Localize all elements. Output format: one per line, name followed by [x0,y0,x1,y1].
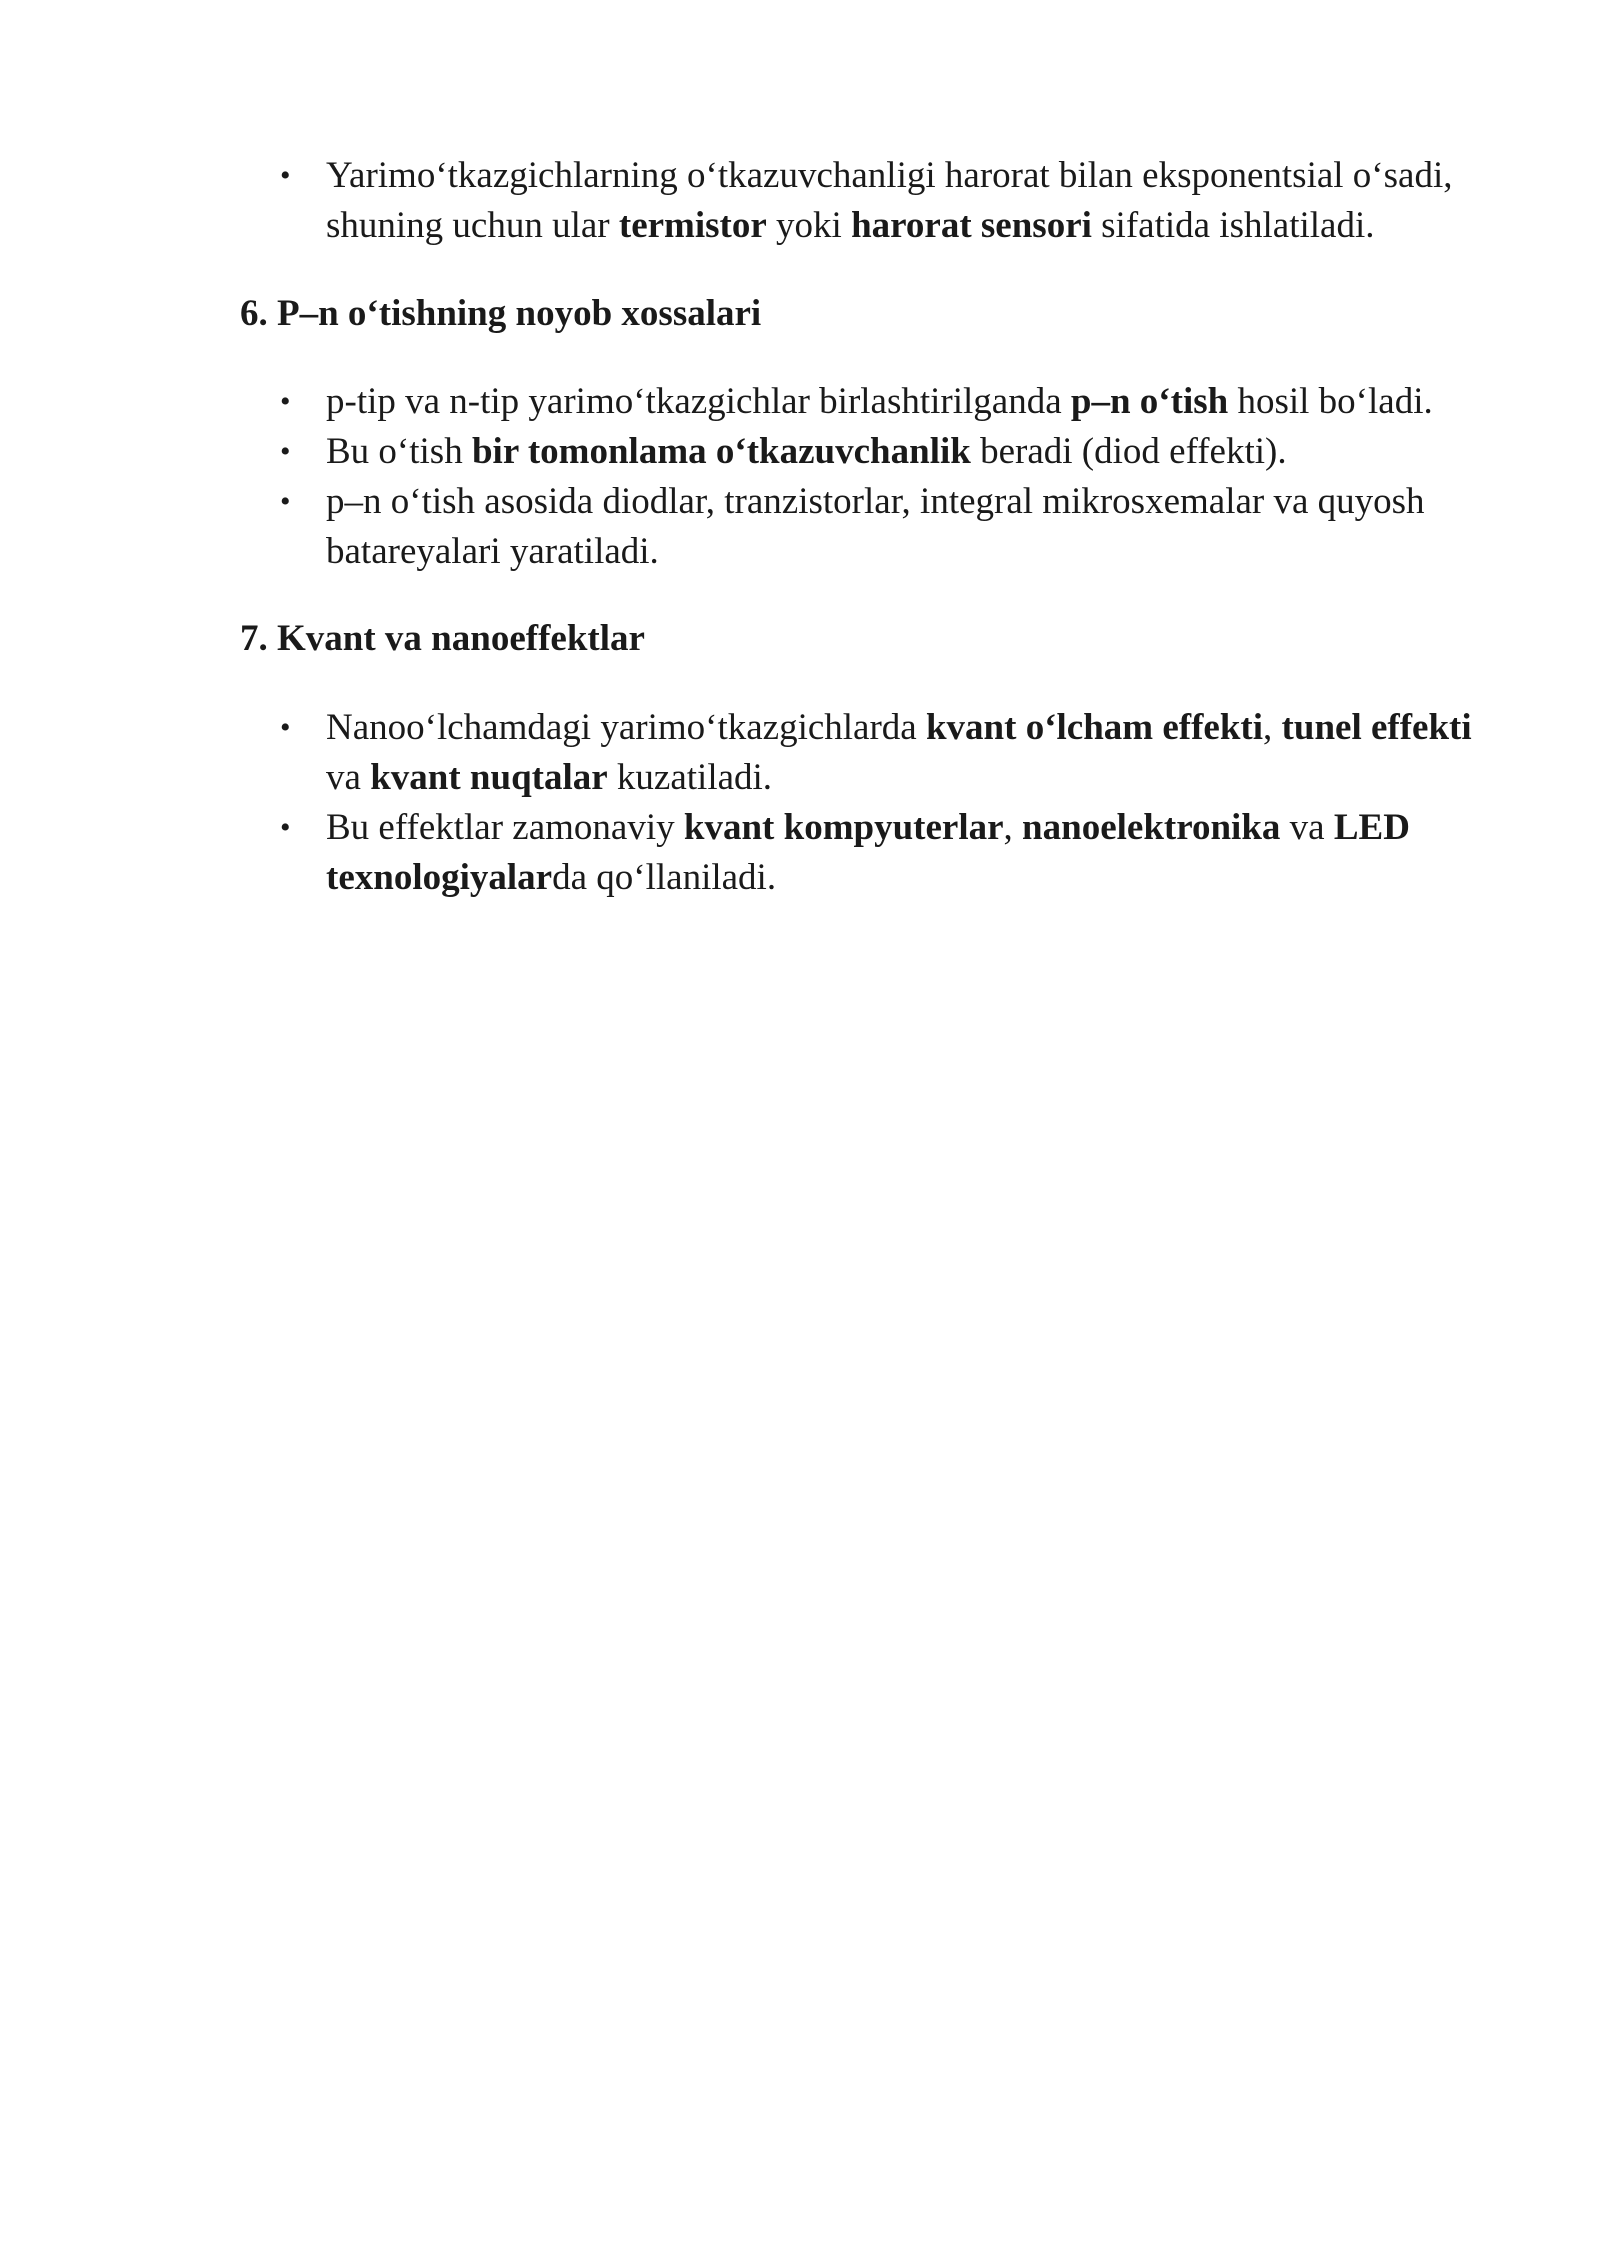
bold-term: kvant o‘lcham effekti [925,707,1264,748]
bullet-list-pn-junction [276,377,1506,577]
bold-term: p–n o‘tish [1070,381,1229,422]
list-item [276,477,1506,577]
text-run: da qo‘llaniladi. [552,857,777,898]
text-run: hosil bo‘ladi. [1228,381,1433,422]
bold-term: kvant kompyuterlar [683,807,1004,848]
bold-term: termistor [618,205,767,246]
bullet-list-intro [276,151,1506,251]
list-item [276,377,1506,427]
text-run: Bu o‘tish [326,431,472,472]
text-run: yoki [766,205,852,246]
text-run: beradi (diod effekti). [970,431,1287,472]
text-run: Bu effektlar zamonaviy [326,807,684,848]
bold-term: harorat sensori [851,205,1092,246]
bullet-dot-icon: • [280,485,291,518]
text-run: p–n o‘tish asosida diodlar, tranzistorlar, integral mikrosxemalar va quyosh batareyalari yaratiladi. [326,481,1425,572]
section-heading-pn-junction: 6. P–n o‘tishning noyob xossalari [240,293,762,334]
bold-term: nanoelektronika [1022,807,1281,848]
text-run: kuzatiladi. [607,757,773,798]
bullet-dot-icon: • [280,711,291,744]
list-item [276,803,1506,903]
text-run: , [1263,707,1282,748]
list-item [276,427,1506,477]
bold-term: tunel effekti [1281,707,1472,748]
list-item [276,151,1506,251]
text-run: , [1003,807,1023,848]
text-run: va [326,757,371,798]
bold-term: LED texnologiyalar [326,807,1410,898]
text-run: va [1280,807,1334,848]
text-run: Yarimo‘tkazgichlarning o‘tkazuvchanligi harorat bilan eksponentsial o‘sadi, shuning uchun ular [326,155,1453,246]
text-run: Nanoo‘lchamdagi yarimo‘tkazgichlarda [326,707,926,748]
text-run: p-tip va n-tip yarimo‘tkazgichlar birlashtirilganda [326,381,1071,422]
section-heading-quantum-nano: 7. Kvant va nanoeffektlar [240,618,645,659]
bullet-dot-icon: • [280,385,291,418]
bullet-list-quantum-nano [276,703,1506,903]
bullet-dot-icon: • [280,159,291,192]
bullet-dot-icon: • [280,811,291,844]
bold-term: bir tomonlama o‘tkazuvchanlik [471,431,971,472]
list-item [276,703,1506,803]
bold-term: kvant nuqtalar [370,757,608,798]
text-run: sifatida ishlatiladi. [1091,205,1375,246]
bullet-dot-icon: • [280,435,291,468]
